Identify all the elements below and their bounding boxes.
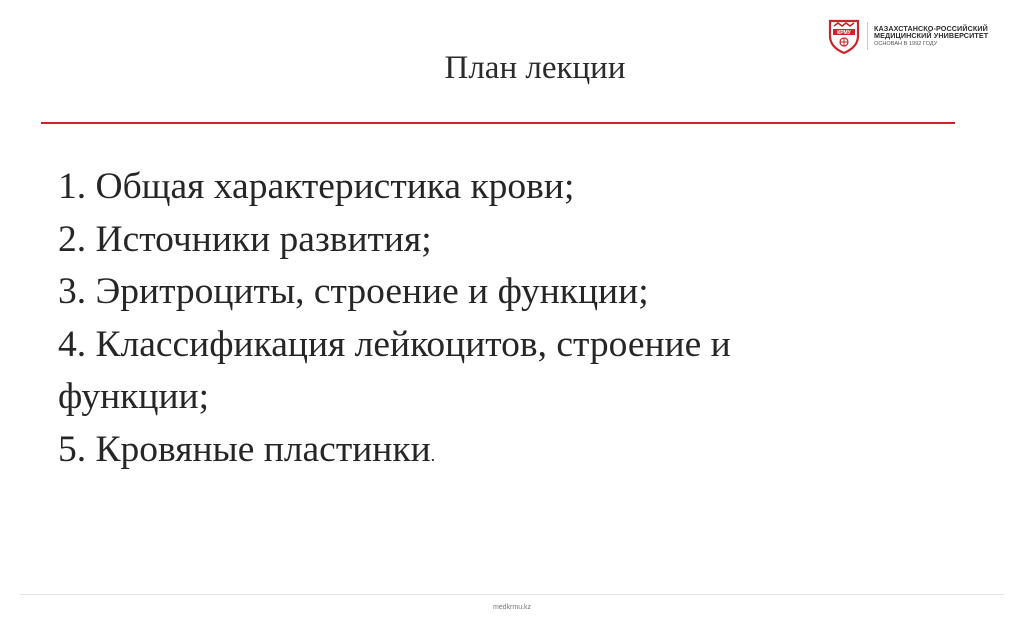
- plan-item-5-text: 5. Кровяные пластинки: [58, 428, 431, 470]
- plan-item-2: 2. Источники развития;: [58, 218, 432, 260]
- university-logo: [827, 18, 1017, 54]
- logo-shield-text: КРМУ: [837, 30, 851, 36]
- logo-name-line2: МЕДИЦИНСКИЙ УНИВЕРСИТЕТ: [874, 31, 989, 41]
- logo-name-line1: КАЗАХСТАНСКО-РОССИЙСКИЙ: [874, 23, 988, 33]
- logo-text: [874, 25, 988, 48]
- plan-item-1: 1. Общая характеристика крови;: [58, 166, 575, 207]
- university-shield-icon: [827, 18, 861, 54]
- plan-item-5-period: .: [430, 444, 436, 465]
- lecture-plan-list: [58, 161, 958, 481]
- footer-website: medkrmu.kz: [492, 604, 532, 611]
- logo-separator: [867, 22, 868, 50]
- plan-item-4-continued: функции;: [58, 376, 210, 417]
- footer-divider: [20, 594, 1004, 595]
- plan-item-3: 3. Эритроциты, строение и функции;: [58, 271, 649, 312]
- logo-founded-line: ОСНОВАН В 1992 ГОДУ: [874, 40, 938, 47]
- plan-item-5: [58, 424, 958, 482]
- title-underline: [41, 122, 955, 124]
- slide-title: План лекции: [444, 50, 626, 86]
- plan-item-4: 4. Классификация лейкоцитов, строение и: [58, 323, 731, 365]
